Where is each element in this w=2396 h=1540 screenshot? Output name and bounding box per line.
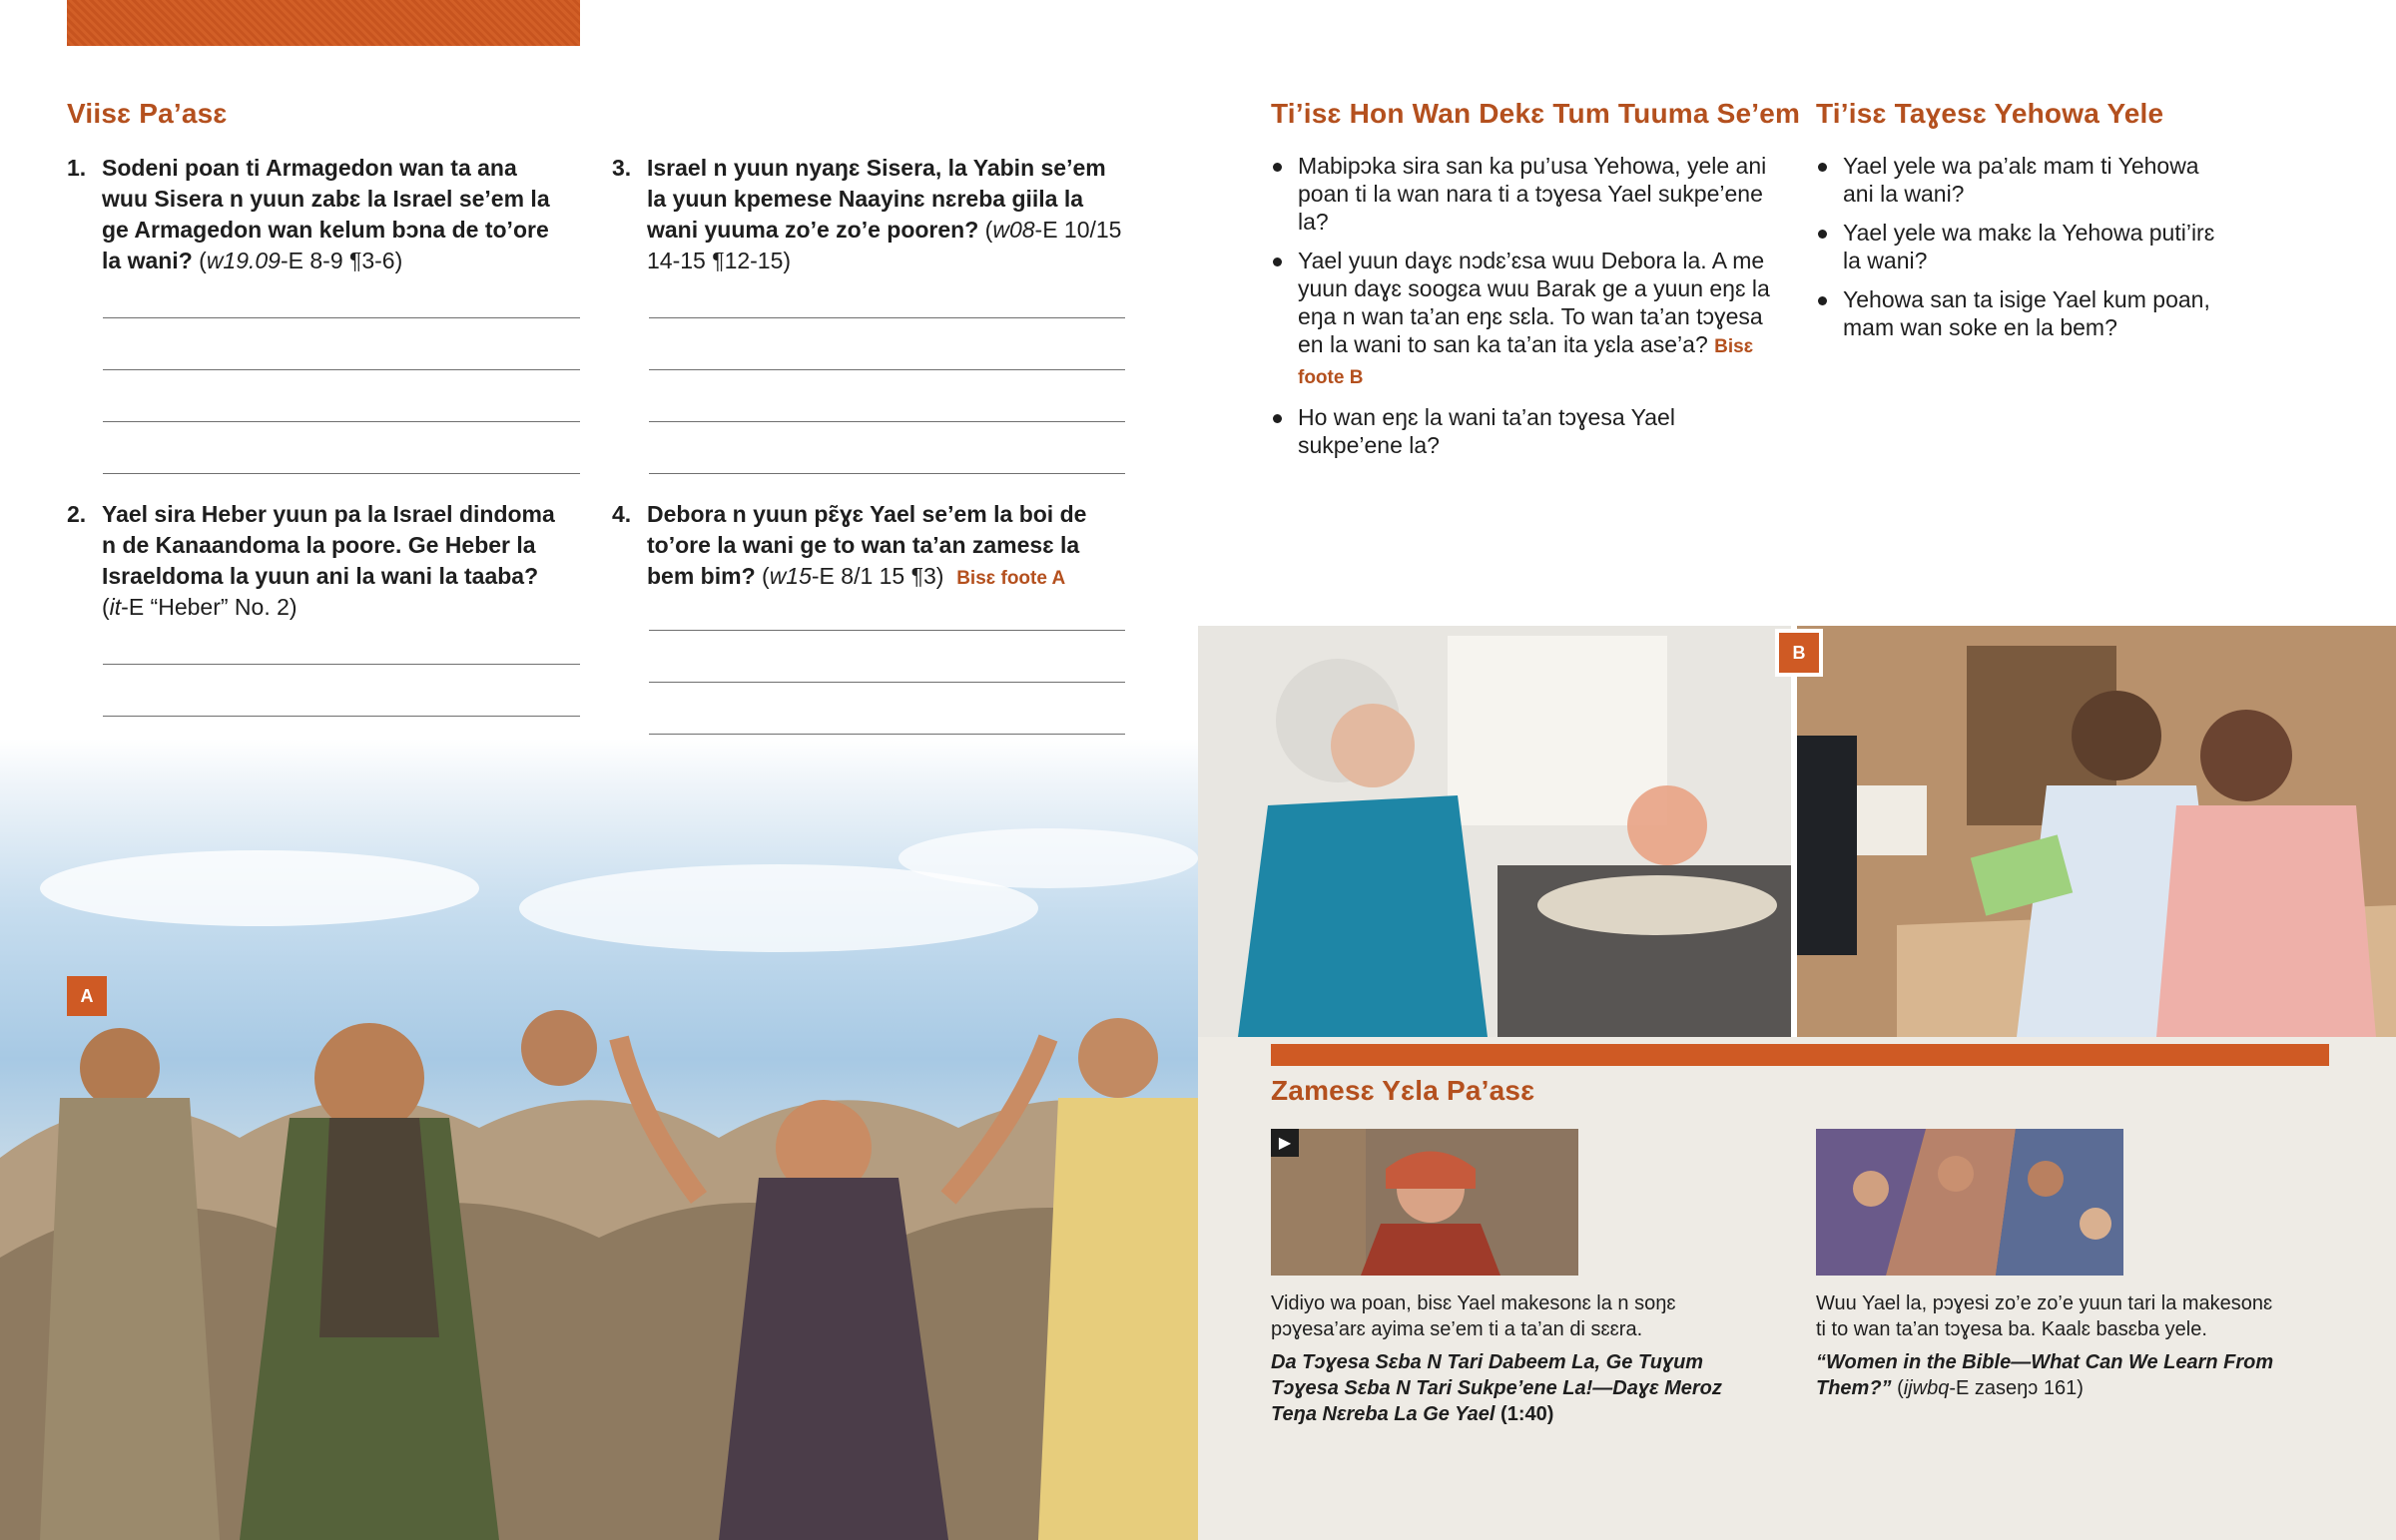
- photo-elderly-sister-writing: [1198, 626, 1791, 1037]
- answer-line[interactable]: [649, 421, 1125, 422]
- question-text: Sodeni poan ti Armagedon wan ta ana wuu Sisera n yuun zabɛ la Israel se’em la ge Armagedon wan kelum bɔna de to’ore la wani?: [102, 155, 550, 273]
- badge-b: B: [1775, 629, 1823, 677]
- answer-line[interactable]: [103, 716, 580, 717]
- illustration-celebrating-crowd: [0, 739, 1198, 1540]
- learn-list: [1816, 152, 2235, 352]
- badge-a: A: [67, 976, 107, 1016]
- article-image: [1816, 1129, 2123, 1276]
- learn-heading: Ti’isɛ Taɣesɛ Yehowa Yele: [1816, 98, 2164, 129]
- video-description: Vidiyo wa poan, bisɛ Yael makesonɛ la n soŋɛ pɔɣesa’arɛ ayima se’em ti a ta’an di sɛɛra.: [1271, 1292, 1676, 1340]
- list-item: Yael yuun daɣɛ nɔdɛ’ɛsa wuu Debora la. A me yuun daɣɛ soogɛa wuu Barak ge a yuun eŋɛ la eŋa n wan ta’an eŋɛ sɛla. To wan ta’an tɔɣesa en la wani to san ka ta’an ita yɛla ase’a? Bisɛ foote B: [1271, 247, 1770, 392]
- question-reference: (w19.09-E 8-9 ¶3-6): [199, 248, 403, 273]
- question-reference: (it-E “Heber” No. 2): [102, 594, 298, 620]
- see-picture-link[interactable]: Bisɛ foote B: [1298, 336, 1754, 388]
- answer-line[interactable]: [103, 473, 580, 474]
- list-item: Yael yele wa makɛ la Yehowa puti’irɛ la wani?: [1816, 219, 2235, 274]
- thought-list: [1271, 152, 1770, 470]
- article-description: Wuu Yael la, pɔɣesi zo’e zo’e yuun tari la makesonɛ ti to wan ta’an tɔɣesa ba. Kaalɛ basɛba yele.: [1816, 1292, 2273, 1340]
- answer-line[interactable]: [103, 664, 580, 665]
- video-title[interactable]: Da Tɔɣesa Sɛba N Tari Dabeem La, Ge Tuɣum Tɔɣesa Sɛba N Tari Sukpe’ene La!—Daɣɛ Meroz Teŋa Nɛreba La Ge Yael (1:40): [1271, 1351, 1722, 1425]
- more-panel: [1198, 1037, 2396, 1540]
- question-number: 4.: [612, 501, 632, 527]
- list-item: Ho wan eŋɛ la wani ta’an tɔɣesa Yael sukpe’ene la?: [1271, 403, 1770, 459]
- question-reference: (w15-E 8/1 15 ¶3): [762, 563, 944, 589]
- see-picture-link[interactable]: Bisɛ foote A: [956, 568, 1066, 589]
- thought-heading: Ti’isɛ Hon Wan Dekɛ Tum Tuuma Se’em: [1271, 98, 1801, 129]
- answer-line[interactable]: [103, 421, 580, 422]
- answer-line[interactable]: [649, 317, 1125, 318]
- question-4: [612, 499, 1131, 594]
- answer-line[interactable]: [649, 369, 1125, 370]
- question-2: [67, 499, 566, 623]
- photo-couple-reading: [1797, 626, 2396, 1037]
- question-number: 1.: [67, 155, 87, 181]
- answer-line[interactable]: [649, 734, 1125, 735]
- decorative-bar: [67, 0, 580, 46]
- answer-line[interactable]: [103, 317, 580, 318]
- question-text: Debora n yuun pɛ̃ɣɛ Yael se’em la boi de to’ore la wani ge to wan ta’an zamesɛ la bem bim?: [647, 501, 1087, 589]
- writing-photo: [1198, 626, 1791, 1037]
- question-reference: (w08-E 10/15 14-15 ¶12-15): [647, 217, 1122, 273]
- crowd-illustration: [0, 739, 1198, 1540]
- question-number: 3.: [612, 155, 632, 181]
- list-item: Yael yele wa pa’alɛ mam ti Yehowa ani la wani?: [1816, 152, 2235, 208]
- video-thumbnail[interactable]: [1271, 1129, 1578, 1276]
- question-1: [67, 153, 566, 276]
- answer-line[interactable]: [649, 630, 1125, 631]
- question-text: Yael sira Heber yuun pa la Israel dindoma n de Kanaandoma la poore. Ge Heber la Israeldoma la yuun ani la wani la taaba?: [102, 501, 555, 589]
- couple-photo: [1797, 626, 2396, 1037]
- article-title[interactable]: “Women in the Bible—What Can We Learn From Them?” (ijwbq-E zaseŋɔ 161): [1816, 1351, 2274, 1399]
- question-3: [612, 153, 1131, 276]
- list-item: Yehowa san ta isige Yael kum poan, mam wan soke en la bem?: [1816, 285, 2235, 341]
- question-text: Israel n yuun nyaŋɛ Sisera, la Yabin se’em la yuun kpemese Naayinɛ nɛreba giila la wani yuuma zo’e zo’e pooren?: [647, 155, 1106, 243]
- answer-line[interactable]: [103, 369, 580, 370]
- article-thumbnail[interactable]: [1816, 1129, 2123, 1276]
- answer-line[interactable]: [649, 682, 1125, 683]
- question-number: 2.: [67, 501, 87, 527]
- answer-line[interactable]: [649, 473, 1125, 474]
- list-item: Mabipɔka sira san ka pu’usa Yehowa, yele ani poan ti la wan nara ti a tɔɣesa Yael sukpe’ene la?: [1271, 152, 1770, 236]
- panel-accent-bar: [1271, 1044, 2329, 1066]
- more-heading: Zamesɛ Yɛla Pa’asɛ: [1271, 1075, 1535, 1106]
- questions-heading: Viisɛ Pa’asɛ: [67, 98, 228, 129]
- video-image: [1271, 1129, 1578, 1276]
- play-icon[interactable]: ▶: [1271, 1129, 1299, 1157]
